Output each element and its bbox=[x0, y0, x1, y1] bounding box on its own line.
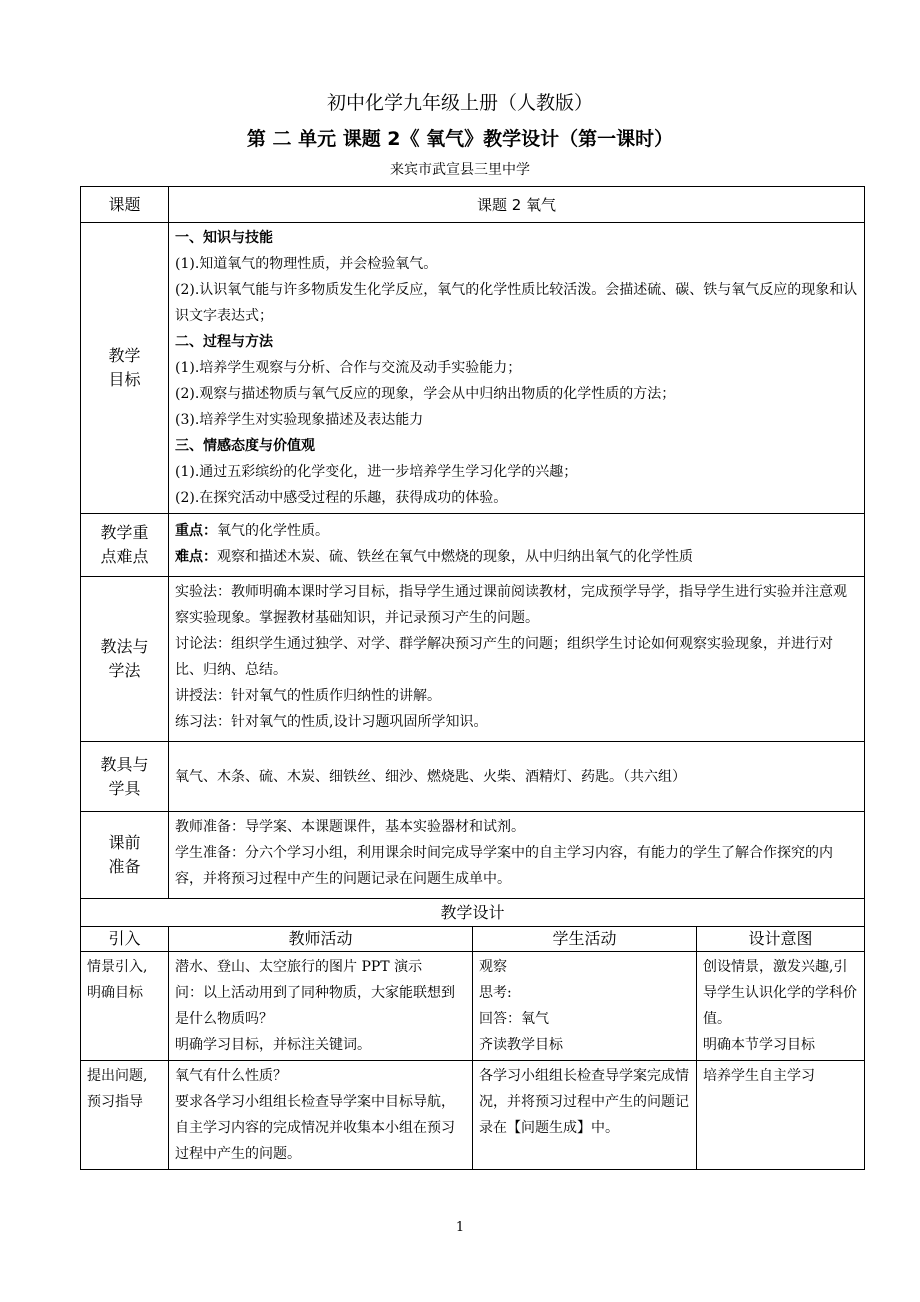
key-points-label: 教学重 点难点 bbox=[81, 514, 169, 577]
objectives-content bbox=[169, 223, 865, 514]
tools-row bbox=[81, 742, 865, 812]
column-header-student: 学生活动 bbox=[473, 927, 697, 952]
lesson-plan-table bbox=[80, 186, 865, 1170]
design-row bbox=[81, 1061, 865, 1170]
methods-row bbox=[81, 577, 865, 742]
column-header-stage: 引入 bbox=[81, 927, 169, 952]
design-stage: 提出问题, 预习指导 bbox=[81, 1061, 169, 1170]
document-title: 初中化学九年级上册（人教版） bbox=[326, 92, 593, 114]
column-header-teacher: 教师活动 bbox=[169, 927, 473, 952]
design-teacher-activity: 氧气有什么性质？ 要求各学习小组组长检查导学案中目标导航，自主学习内容的完成情况并收集本小组在预习过程中产生的问题。 bbox=[169, 1061, 473, 1170]
difficult-point: 难点：观察和描述木炭、硫、铁丝在氧气中燃烧的现象，从中归纳出氧气的化学性质 bbox=[175, 549, 693, 565]
tools-content: 氧气、木条、硫、木炭、细铁丝、细沙、燃烧匙、火柴、酒精灯、药匙。（共六组） bbox=[169, 742, 865, 812]
method-item: 讲授法：针对氧气的性质作归纳性的讲解。 bbox=[175, 688, 441, 704]
objective-item: (2).认识氧气能与许多物质发生化学反应，氧气的化学性质比较活泼。会描述硫、碳、铁与氧气反应的现象和认识文字表达式； bbox=[175, 282, 858, 324]
objective-item: (1).知道氧气的物理性质，并会检验氧气。 bbox=[175, 256, 438, 272]
objectives-label: 教学 目标 bbox=[81, 223, 169, 514]
objective-item: (1).通过五彩缤纷的化学变化，进一步培养学生学习化学的兴趣； bbox=[175, 464, 578, 480]
method-item: 练习法：针对氧气的性质,设计习题巩固所学知识。 bbox=[175, 714, 488, 730]
design-header-row bbox=[81, 927, 865, 952]
objective-section-title: 二、过程与方法 bbox=[175, 334, 273, 350]
design-intent: 培养学生自主学习 bbox=[697, 1061, 865, 1170]
key-points-row bbox=[81, 514, 865, 577]
design-student-activity: 各学习小组组长检查导学案完成情况，并将预习过程中产生的问题记录在【问题生成】中。 bbox=[473, 1061, 697, 1170]
preparation-content bbox=[169, 812, 865, 899]
preparation-row bbox=[81, 812, 865, 899]
design-title-row bbox=[81, 899, 865, 927]
column-header-intent: 设计意图 bbox=[697, 927, 865, 952]
key-points-content bbox=[169, 514, 865, 577]
design-stage: 情景引入, 明确目标 bbox=[81, 952, 169, 1061]
topic-label: 课题 bbox=[81, 187, 169, 223]
objective-item: (2).观察与描述物质与氧气反应的现象，学会从中归纳出物质的化学性质的方法； bbox=[175, 386, 676, 402]
method-item: 讨论法：组织学生通过独学、对学、群学解决预习产生的问题；组织学生讨论如何观察实验现象，并进行对比、归纳、总结。 bbox=[175, 636, 833, 678]
objective-section-title: 一、知识与技能 bbox=[175, 230, 273, 246]
methods-label: 教法与 学法 bbox=[81, 577, 169, 742]
student-preparation: 学生准备：分六个学习小组，利用课余时间完成导学案中的自主学习内容，有能力的学生了解合作探究的内容，并将预习过程中产生的问题记录在问题生成单中。 bbox=[175, 845, 833, 887]
topic-value: 课题 2 氧气 bbox=[169, 187, 865, 223]
page-number: 1 bbox=[455, 1220, 465, 1235]
method-item: 实验法：教师明确本课时学习目标，指导学生通过课前阅读教材，完成预学导学，指导学生进行实验并注意观察实验现象。掌握教材基础知识，并记录预习产生的问题。 bbox=[175, 584, 847, 626]
key-point: 重点：氧气的化学性质。 bbox=[175, 523, 329, 539]
objective-item: (3).培养学生对实验现象描述及表达能力 bbox=[175, 412, 424, 428]
lesson-title: 第 二 单元 课题 2《 氧气》教学设计（第一课时） bbox=[246, 128, 674, 150]
design-title: 教学设计 bbox=[81, 899, 865, 927]
topic-row bbox=[81, 187, 865, 223]
school-name: 来宾市武宣县三里中学 bbox=[390, 162, 530, 178]
objectives-row bbox=[81, 223, 865, 514]
design-student-activity: 观察 思考: 回答：氧气 齐读教学目标 bbox=[473, 952, 697, 1061]
preparation-label: 课前 准备 bbox=[81, 812, 169, 899]
objective-section-title: 三、情感态度与价值观 bbox=[175, 438, 315, 454]
tools-label: 教具与 学具 bbox=[81, 742, 169, 812]
objective-item: (1).培养学生观察与分析、合作与交流及动手实验能力； bbox=[175, 360, 522, 376]
design-teacher-activity: 潜水、登山、太空旅行的图片 PPT 演示 问：以上活动用到了同种物质，大家能联想到是什么物质吗？ 明确学习目标，并标注关键词。 bbox=[169, 952, 473, 1061]
design-intent: 创设情景，激发兴趣,引导学生认识化学的学科价值。 明确本节学习目标 bbox=[697, 952, 865, 1061]
methods-content bbox=[169, 577, 865, 742]
teacher-preparation: 教师准备：导学案、本课题课件，基本实验器材和试剂。 bbox=[175, 819, 525, 835]
objective-item: (2).在探究活动中感受过程的乐趣，获得成功的体验。 bbox=[175, 490, 508, 506]
design-row bbox=[81, 952, 865, 1061]
